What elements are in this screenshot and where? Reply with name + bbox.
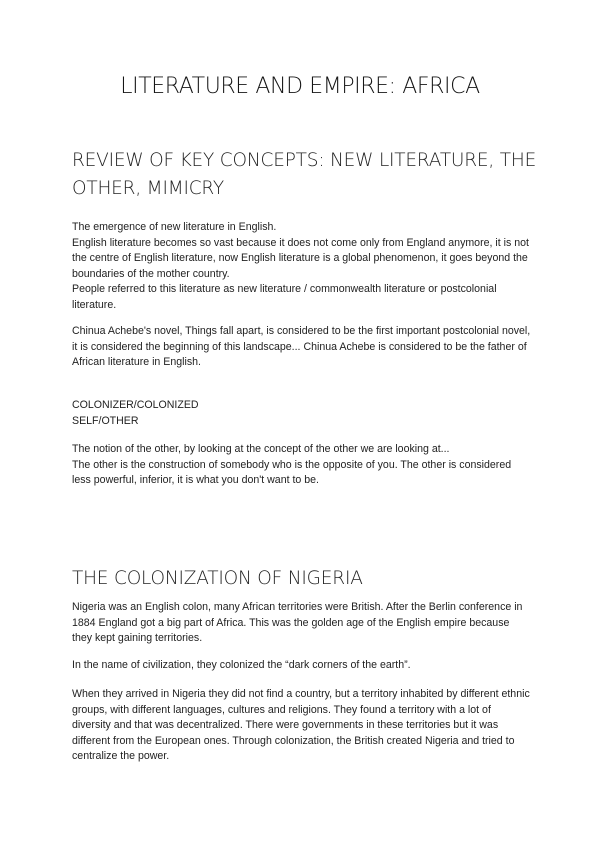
- paragraph-text: When they arrived in Nigeria they did not find a country, but a territory inhabited by different ethnic groups, with different languages, cultures and religions. They found a territory with a lot of diversity and that was decentralized. There were governments in these territories but it was different from the European ones. Through colonization, the British created Nigeria and tried to centralize the power.: [72, 688, 530, 763]
- paragraph-nigeria-colon: [72, 600, 532, 647]
- paragraph-text: Nigeria was an English colon, many African territories were British. After the Berlin conference in 1884 England got a big part of Africa. This was the golden age of the English empire because they kept gaining territories.: [72, 601, 523, 645]
- paragraph-civilization: [72, 658, 532, 674]
- document-title: LITERATURE AND EMPIRE: AFRICA: [120, 74, 480, 99]
- section-heading-key-concepts: REVIEW OF KEY CONCEPTS: NEW LITERATURE, THE OTHER, MIMICRY: [72, 150, 537, 199]
- paragraph-line: The emergence of new literature in English.: [72, 221, 277, 233]
- paragraph-new-literature: [72, 220, 532, 314]
- label-self-other: SELF/OTHER: [72, 414, 139, 427]
- label-colonizer-colonized: COLONIZER/COLONIZED: [72, 399, 199, 411]
- section-heading-nigeria: THE COLONIZATION OF NIGERIA: [72, 568, 363, 589]
- paragraph-line: The other is the construction of somebody who is the opposite of you. The other is considered less powerful, inferior, it is what you don't want to be.: [72, 458, 512, 487]
- paragraph-line: People referred to this literature as new literature / commonwealth literature or postcolonial literature.: [72, 283, 497, 311]
- paragraph-line: The notion of the other, by looking at the concept of the other we are looking at...: [72, 443, 450, 455]
- paragraph-text: Chinua Achebe's novel, Things fall apart, is considered to be the first important postcolonial novel, it is considered the beginning of this landscape... Chinua Achebe is considered to be the father of African literature in English.: [72, 325, 531, 369]
- paragraph-the-other: [72, 442, 532, 489]
- concept-labels: [72, 398, 532, 429]
- paragraph-territory: [72, 687, 532, 765]
- paragraph-achebe: [72, 324, 532, 371]
- paragraph-line: English literature becomes so vast because it does not come only from England anymore, it is not the centre of English literature, now English literature is a global phenomenon, it goes beyond the boundaries of the mother country.: [72, 236, 529, 280]
- paragraph-text: In the name of civilization, they colonized the “dark corners of the earth”.: [72, 659, 411, 671]
